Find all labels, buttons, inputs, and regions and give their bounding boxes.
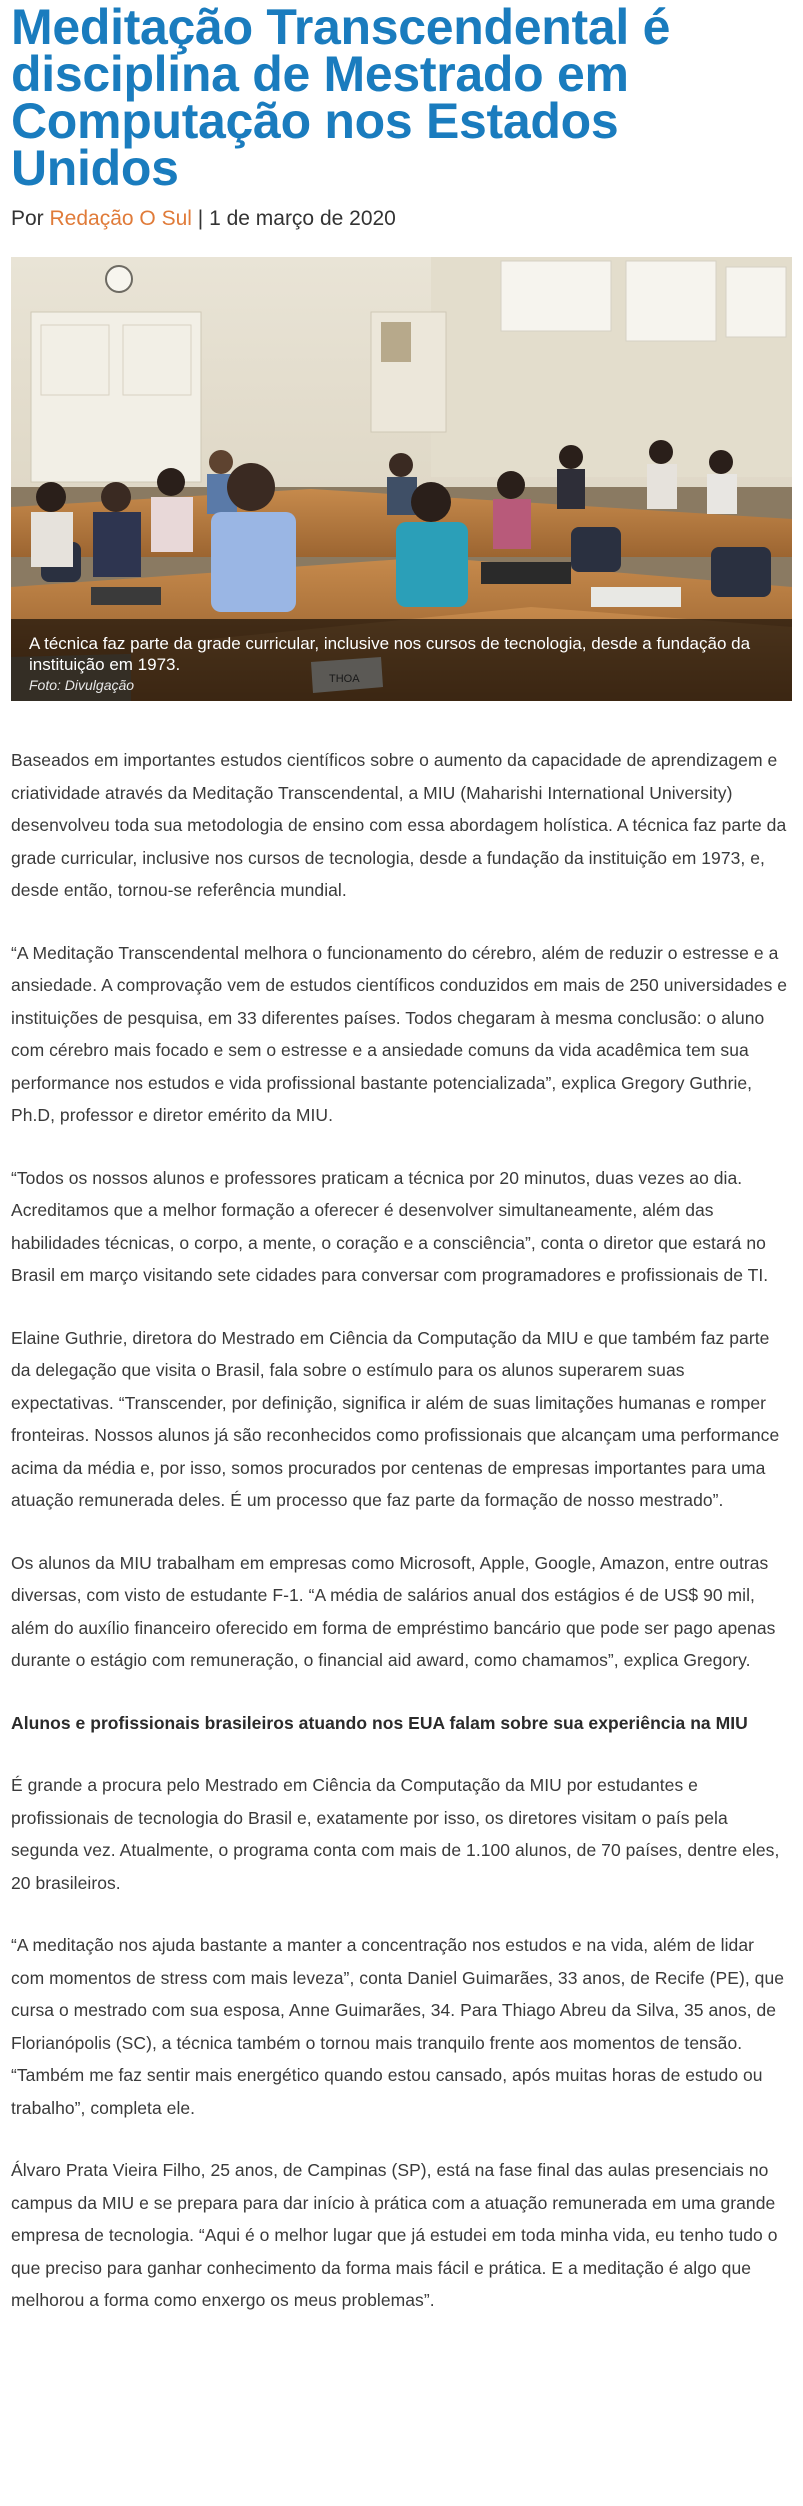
paragraph: Os alunos da MIU trabalham em empresas como Microsoft, Apple, Google, Amazon, entre outras diversas, com visto de estudante F-1. “A média de salários anual dos estágios é de US$ 90 mil, além do auxílio financeiro oferecido em forma de empréstimo bancário que pode ser pago apenas durante o estágio com remuneração, o financial aid award, como chamamos”, explica Gregory. [11, 1552, 776, 1670]
section-subheading: Alunos e profissionais brasileiros atuando nos EUA falam sobre sua experiência na MIU [11, 1712, 748, 1733]
paragraph: “Todos os nossos alunos e professores praticam a técnica por 20 minutos, duas vezes ao dia. Acreditamos que a melhor formação a oferecer é desenvolver simultaneamente, além das habilidades técnicas, o corpo, a mente, o coração e a consciência”, conta o diretor que estará no Brasil em março visitando sete cidades para conversar com programadores e profissionais de TI. [11, 1167, 769, 1285]
paragraph: “A meditação nos ajuda bastante a manter a concentração nos estudos e na vida, além de lidar com momentos de stress com mais leveza”, conta Daniel Guimarães, 33 anos, de Recife (PE), que cursa o mestrado com sua esposa, Anne Guimarães, 34. Para Thiago Abreu da Silva, 35 anos, de Florianópolis (SC), a técnica também o tornou mais tranquilo frente aos momentos de tensão. “Também me faz sentir mais energético quando estou cansado, após muitas horas de estudo ou trabalho”, completa ele. [11, 1935, 785, 2118]
article-body [11, 744, 792, 2317]
author-link[interactable]: Redação O Sul [49, 207, 192, 230]
byline-separator: | [191, 207, 210, 230]
byline-prefix: Por [11, 207, 50, 230]
photo-credit: Foto: Divulgação [29, 677, 135, 693]
photo-caption [11, 619, 792, 701]
paragraph: “A Meditação Transcendental melhora o funcionamento do cérebro, além de reduzir o estresse e a ansiedade. A comprovação vem de estudos científicos conduzidos em mais de 250 universidades e instituições de pesquisa, em 33 diferentes países. Todos chegaram à mesma conclusão: o aluno com cérebro mais focado e sem o estresse e a ansiedade comuns da vida acadêmica tem sua performance nos estudos e vida profissional bastante potencializada”, explica Gregory Guthrie, Ph.D, professor e diretor emérito da MIU. [11, 942, 788, 1125]
paragraph: Baseados em importantes estudos científicos sobre o aumento da capacidade de aprendizagem e criatividade através da Meditação Transcendental, a MIU (Maharishi International University) desenvolveu toda sua metodologia de ensino com essa abordagem holística. A técnica faz parte da grade curricular, inclusive nos cursos de tecnologia, desde a fundação da instituição em 1973, e, desde então, tornou-se referência mundial. [11, 750, 787, 900]
paragraph: Elaine Guthrie, diretora do Mestrado em Ciência da Computação da MIU e que também faz parte da delegação que visita o Brasil, fala sobre o estímulo para os alunos superarem suas expectativas. “Transcender, por definição, significa ir além de suas limitações humanas e romper fronteiras. Nossos alunos já são reconhecidos como profissionais que alcançam uma performance acima da média e, por isso, somos procurados por centenas de empresas importantes para uma atuação remunerada deles. É um processo que faz parte da formação de nosso mestrado”. [11, 1327, 780, 1510]
paragraph: Álvaro Prata Vieira Filho, 25 anos, de Campinas (SP), está na fase final das aulas presenciais no campus da MIU e se prepara para dar início à prática com a atuação remunerada em uma grande empresa de tecnologia. “Aqui é o melhor lugar que já estudei em toda minha vida, eu tenho tudo o que preciso para ganhar conhecimento da forma mais fácil e prática. E a meditação é algo que melhorou a forma como enxergo os meus problemas”. [11, 2160, 778, 2310]
byline [11, 205, 792, 233]
caption-text: A técnica faz parte da grade curricular, inclusive nos cursos de tecnologia, desde a fundação da instituição em 1973. [29, 634, 751, 674]
article-photo[interactable] [11, 257, 792, 701]
paragraph: É grande a procura pelo Mestrado em Ciência da Computação da MIU por estudantes e profissionais de tecnologia do Brasil e, exatamente por isso, os diretores visitam o país pela segunda vez. Atualmente, o programa conta com mais de 1.100 alunos, de 70 países, dentre eles, 20 brasileiros. [11, 1775, 780, 1893]
article-title: Meditação Transcendental é disciplina de Mestrado em Computação nos Estados Unidos [11, 0, 671, 196]
publish-date: 1 de março de 2020 [209, 207, 396, 230]
